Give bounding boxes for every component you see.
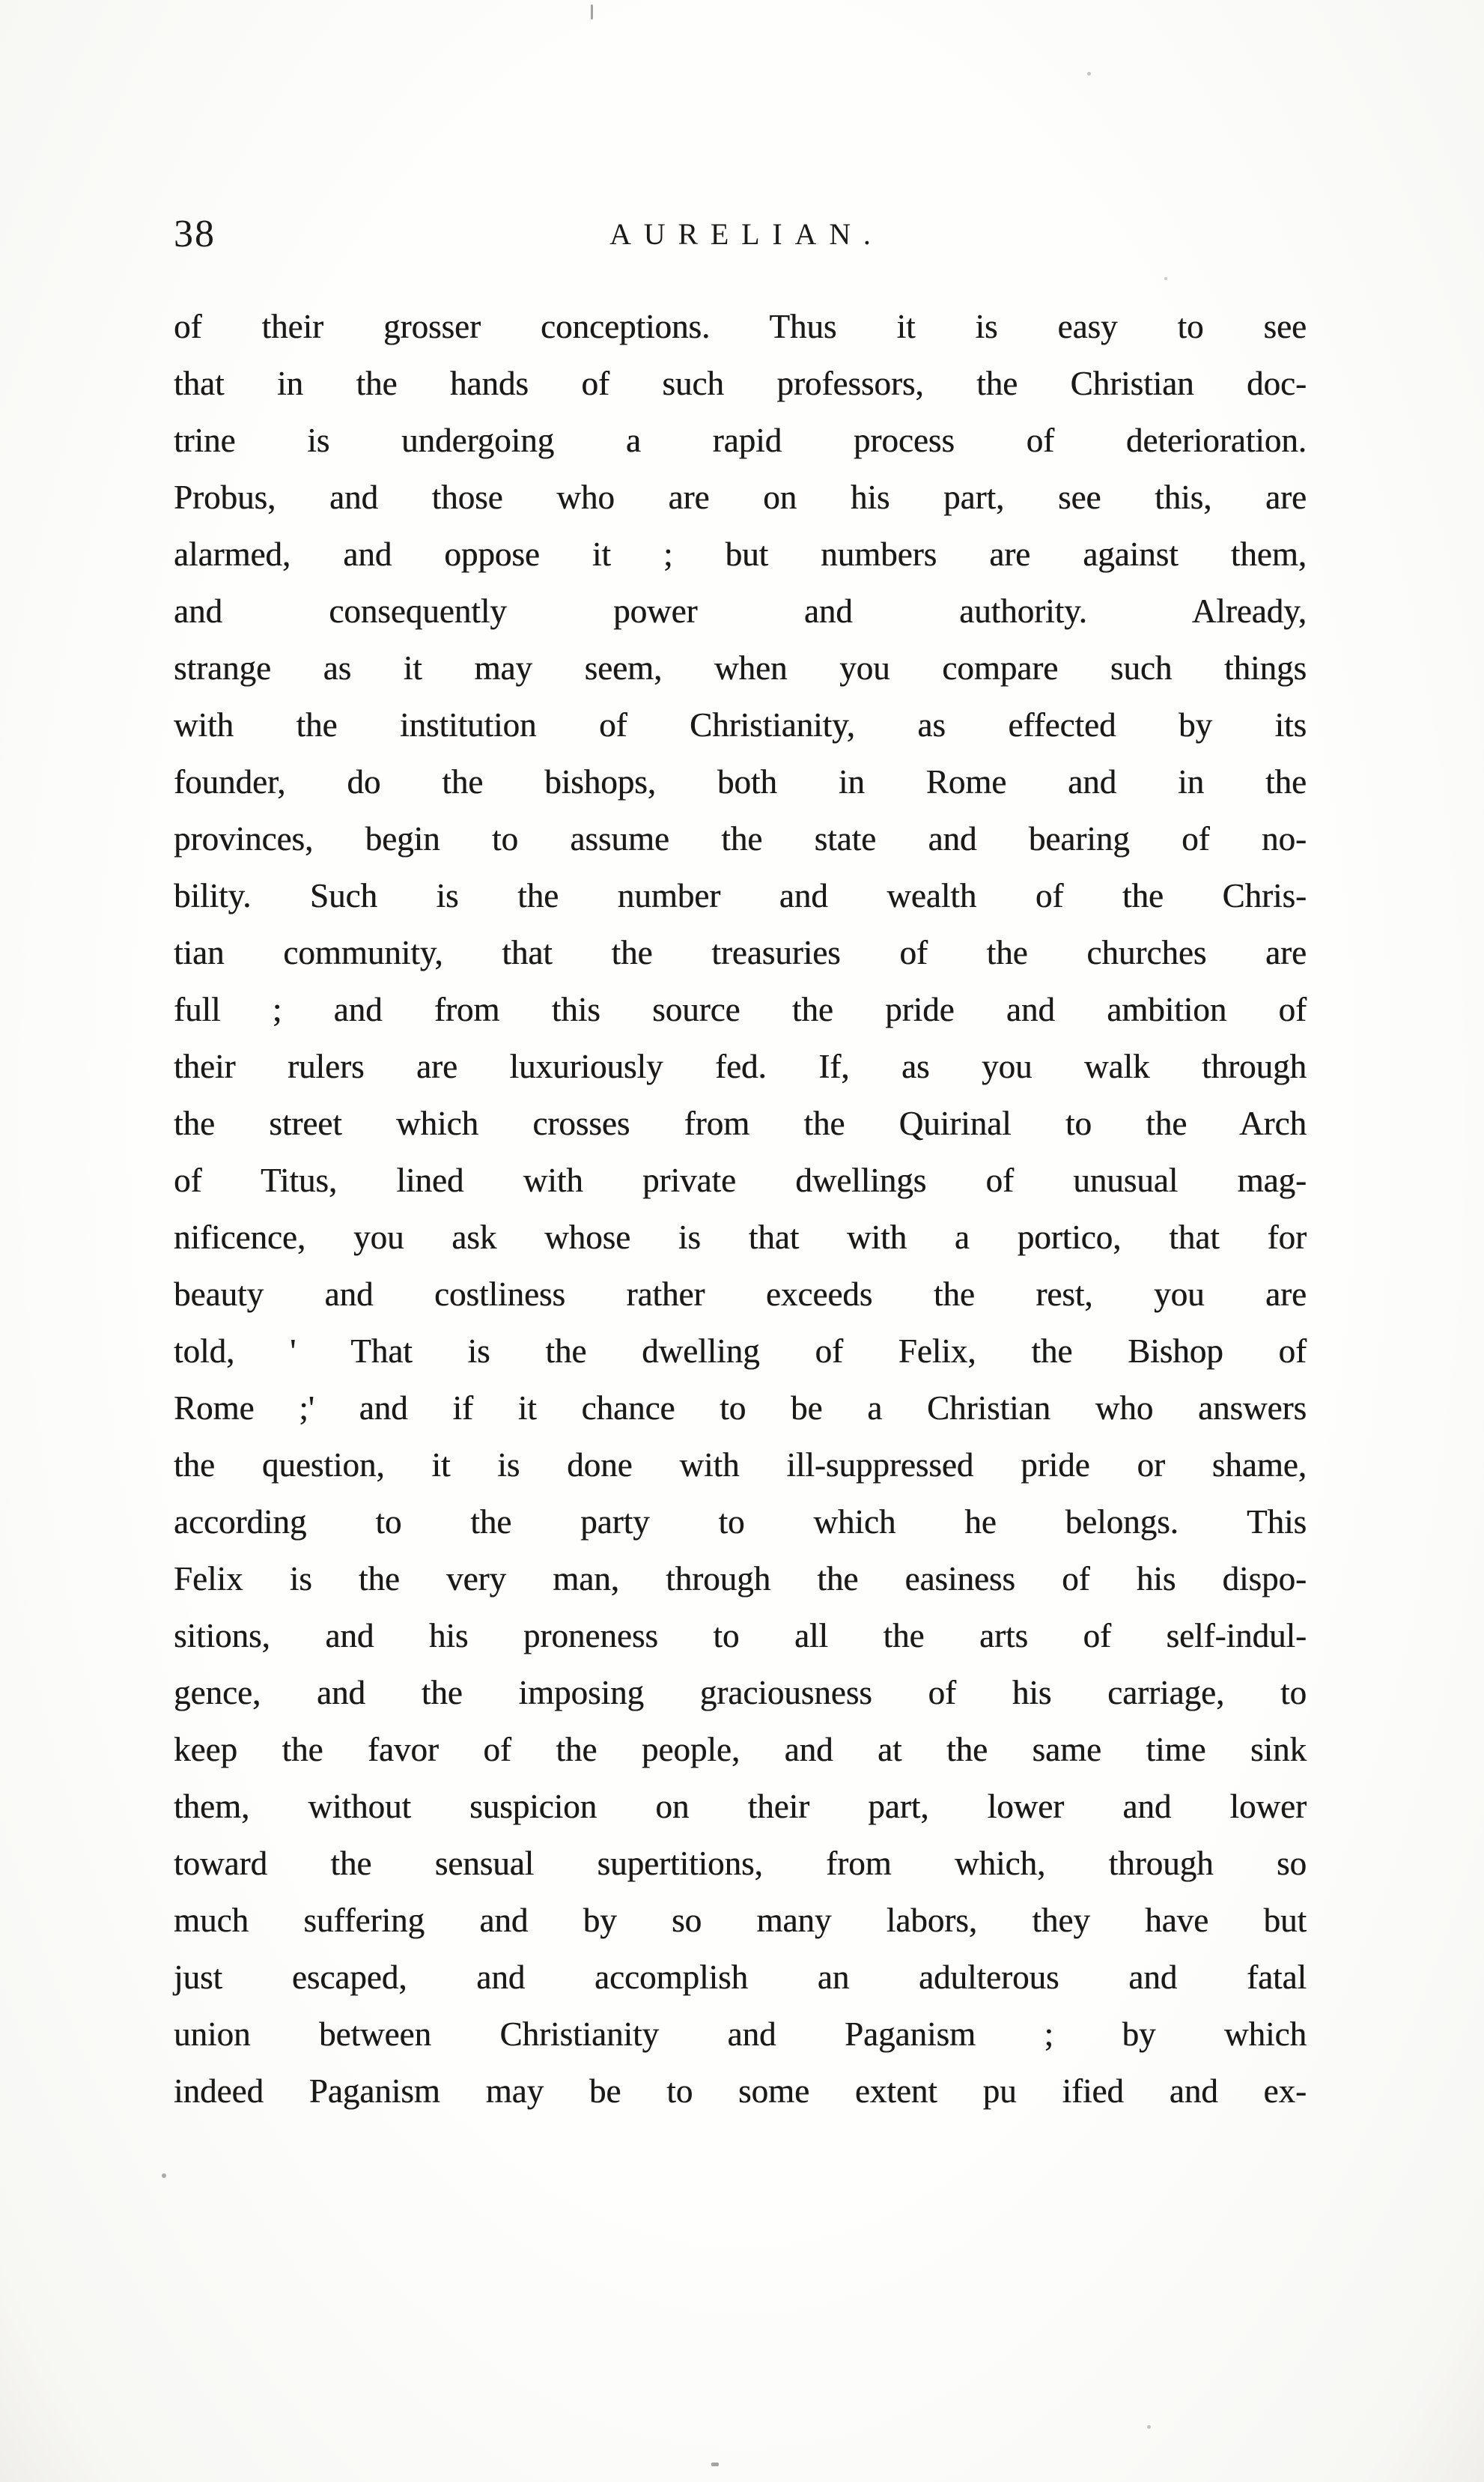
text-line: toward the sensual supertitions, from which, through so [174, 1845, 1307, 1882]
text-line: much suffering and by so many labors, they have but [174, 1902, 1307, 1939]
text-line: gence, and the imposing graciousness of his carriage, to [174, 1674, 1307, 1711]
text-line: Felix is the very man, through the easiness of his dispo- [174, 1560, 1307, 1597]
text-line: the question, it is done with ill-suppressed pride or shame, [174, 1446, 1307, 1484]
text-line: Rome ;' and if it chance to be a Christian who answers [174, 1389, 1307, 1427]
text-line: indeed Paganism may be to some extent pu ified and ex- [174, 2072, 1307, 2110]
scan-artifact [1147, 2425, 1151, 2429]
scan-artifact [1087, 72, 1091, 76]
text-line: alarmed, and oppose it ; but numbers are against them, [174, 535, 1307, 573]
text-line: them, without suspicion on their part, lower and lower [174, 1788, 1307, 1825]
scan-artifact [591, 4, 593, 19]
text-line: founder, do the bishops, both in Rome and in the [174, 763, 1307, 801]
text-line: beauty and costliness rather exceeds the rest, you are [174, 1275, 1307, 1313]
text-line: tian community, that the treasuries of the churches are [174, 934, 1307, 971]
text-line: and consequently power and authority. Already, [174, 592, 1307, 630]
text-line: keep the favor of the people, and at the same time sink [174, 1731, 1307, 1768]
scan-artifact [1164, 277, 1167, 280]
page-number: 38 [174, 213, 216, 255]
text-line: sitions, and his proneness to all the arts of self-indul- [174, 1617, 1307, 1654]
page-body-text [174, 298, 1307, 2120]
text-line: trine is undergoing a rapid process of deterioration. [174, 422, 1307, 459]
text-line: that in the hands of such professors, the Christian doc- [174, 365, 1307, 402]
text-line: provinces, begin to assume the state and bearing of no- [174, 820, 1307, 858]
text-line: with the institution of Christianity, as effected by its [174, 706, 1307, 744]
text-line: union between Christianity and Paganism ; by which [174, 2015, 1307, 2053]
text-line: of their grosser conceptions. Thus it is easy to see [174, 308, 1307, 345]
text-line: told, ' That is the dwelling of Felix, the Bishop of [174, 1332, 1307, 1370]
text-line: just escaped, and accomplish an adulterous and fatal [174, 1958, 1307, 1996]
text-line: bility. Such is the number and wealth of the Chris- [174, 877, 1307, 914]
text-line: nificence, you ask whose is that with a portico, that for [174, 1219, 1307, 1256]
text-line: of Titus, lined with private dwellings of unusual mag- [174, 1162, 1307, 1199]
running-header [174, 212, 1307, 257]
scan-artifact [162, 2173, 166, 2178]
text-line: according to the party to which he belongs. This [174, 1503, 1307, 1541]
text-line: full ; and from this source the pride and ambition of [174, 991, 1307, 1028]
text-line: their rulers are luxuriously fed. If, as you walk through [174, 1048, 1307, 1085]
text-line: Probus, and those who are on his part, see this, are [174, 479, 1307, 516]
text-line: strange as it may seem, when you compare such things [174, 649, 1307, 687]
text-line: the street which crosses from the Quirinal to the Arch [174, 1105, 1307, 1142]
running-head-title: AURELIAN. [609, 217, 884, 251]
scan-artifact [711, 2463, 719, 2466]
